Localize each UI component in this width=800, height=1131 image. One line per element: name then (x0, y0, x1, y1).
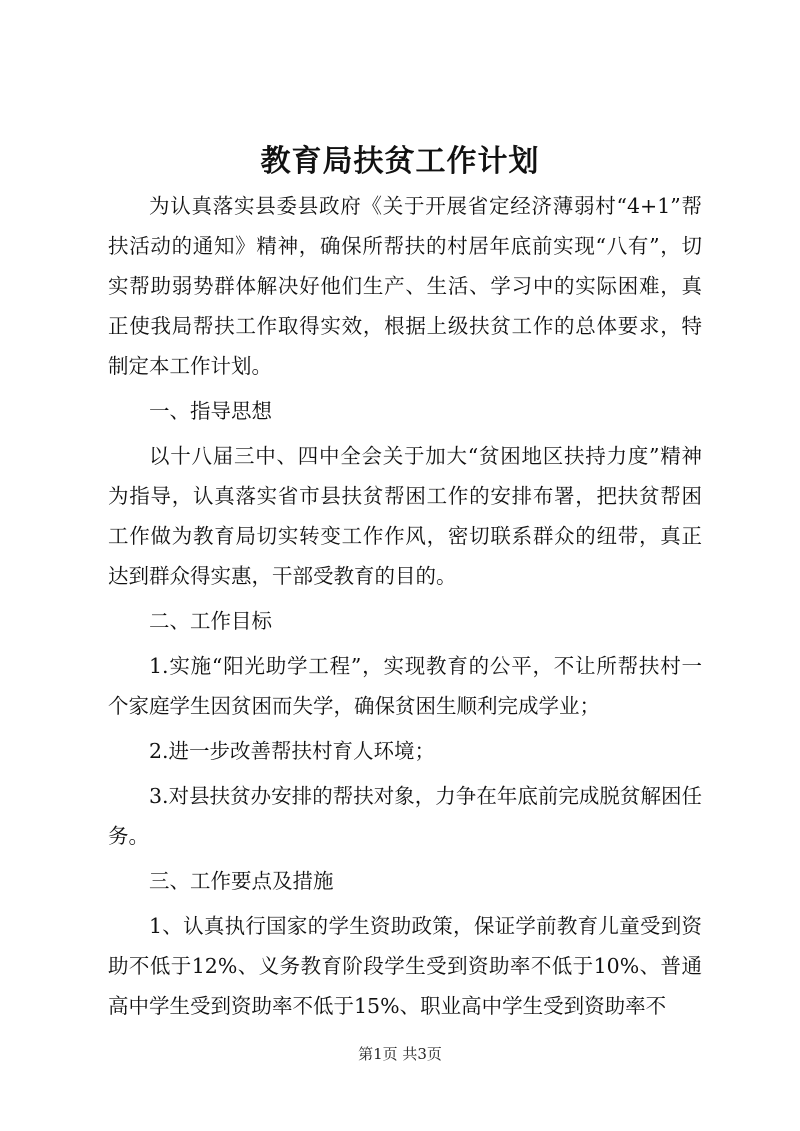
guiding-ideology-paragraph: 以十八届三中、四中全会关于加大“贫困地区扶持力度”精神为指导，认真落实省市县扶贫帮困工作的安排布署，把扶贫帮困工作做为教育局切实转变工作作风，密切联系群众的纽带，真正达到群众得实惠，干部受教育的目的。 (108, 444, 702, 588)
goal-item-2: 2.进一步改善帮扶村育人环境； (149, 739, 436, 763)
section-heading-work-goals: 二、工作目标 (149, 609, 272, 633)
section-heading-guiding-ideology: 一、指导思想 (149, 399, 272, 423)
goal-item-3: 3.对县扶贫办安排的帮扶对象，力争在年底前完成脱贫解困任务。 (108, 784, 702, 848)
document-body (108, 186, 702, 1026)
goal-item-1: 1.实施“阳光助学工程”，实现教育的公平，不让所帮扶村一个家庭学生因贫困而失学，确保贫困生顺利完成学业； (108, 654, 702, 718)
page-footer: 第1页 共3页 (358, 1045, 442, 1063)
document-title: 教育局扶贫工作计划 (260, 144, 540, 179)
intro-paragraph: 为认真落实县委县政府《关于开展省定经济薄弱村“4+1”帮扶活动的通知》精神，确保所帮扶的村居年底前实现“八有”，切实帮助弱势群体解决好他们生产、生活、学习中的实际困难，真正使我局帮扶工作取得实效，根据上级扶贫工作的总体要求，特制定本工作计划。 (108, 194, 702, 378)
section-heading-key-points: 三、工作要点及措施 (149, 869, 334, 893)
key-point-item-1: 1、认真执行国家的学生资助政策，保证学前教育儿童受到资助不低于12%、义务教育阶段学生受到资助率不低于10%、普通高中学生受到资助率不低于15%、职业高中学生受到资助率不 (108, 914, 702, 1018)
